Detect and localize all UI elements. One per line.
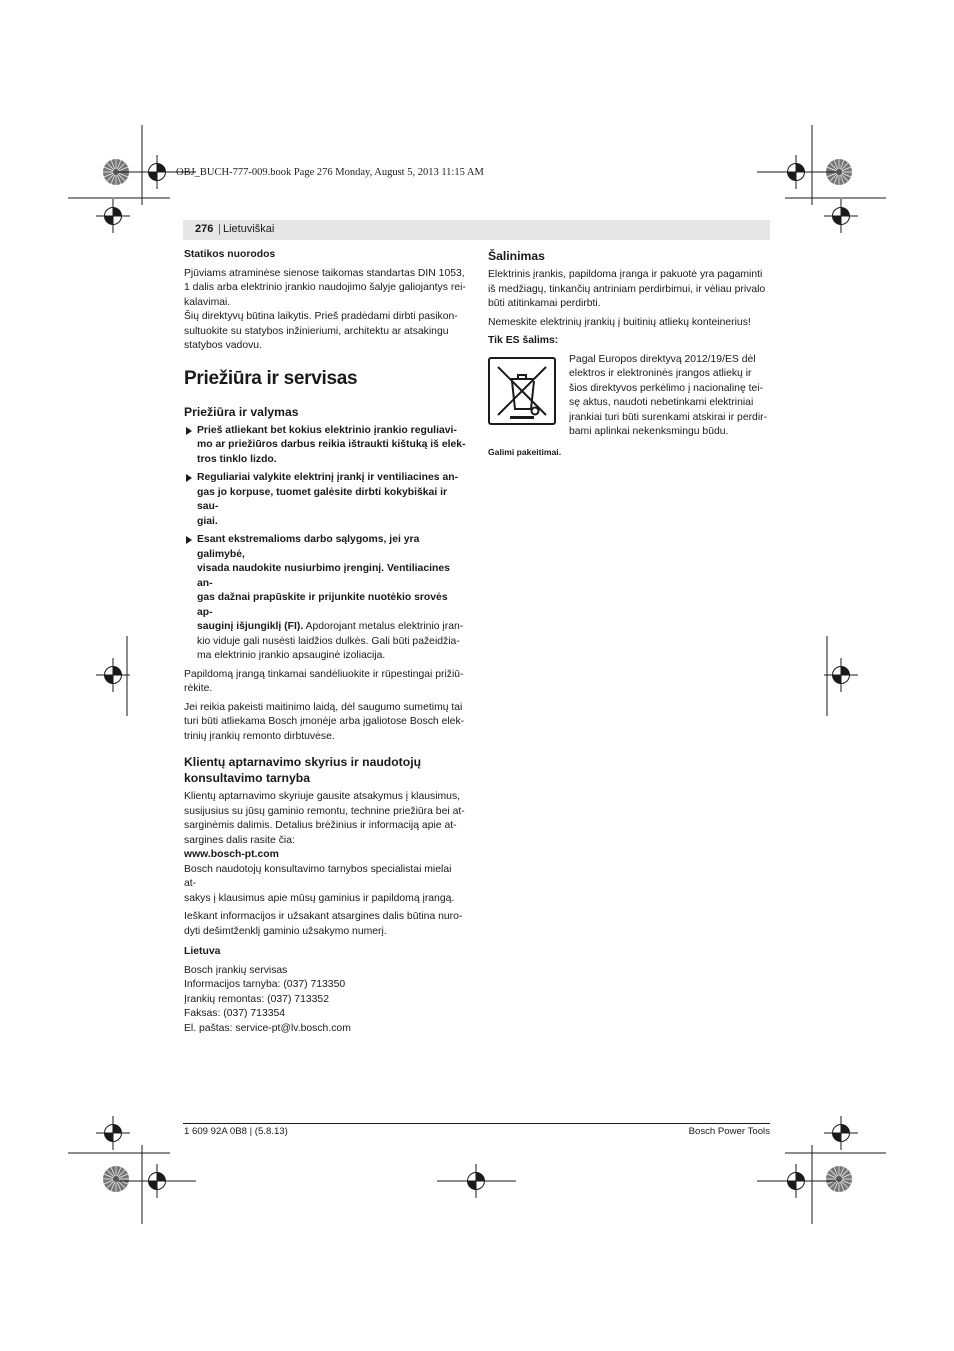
service-paragraph-2: Bosch naudotojų konsultavimo tarnybos specialistai mielai at- sakys į klausimus apie mūsų gaminius ir papildomą įrangą.	[184, 863, 455, 904]
bullet-triangle-icon	[186, 427, 192, 435]
footer-brand: Bosch Power Tools	[688, 1126, 770, 1137]
statikos-paragraph-1: Pjūviams atraminėse sienose taikomas standartas DIN 1053, 1 dalis arba elektrinio įrankio naudojimo šalyje galiojantys rei- kalavimai.	[184, 267, 466, 308]
weee-block	[488, 353, 770, 439]
care-bullet-1: Prieš atliekant bet kokius elektrinio įrankio reguliavi- mo ar priežiūros darbus reikia ištraukti kištuką iš elek- tros tinklo lizdo.	[184, 424, 466, 468]
statikos-heading: Statikos nuorodos	[184, 249, 276, 260]
page-number: 276	[195, 223, 214, 235]
contact-details: Bosch įrankių servisas Informacijos tarnyba: (037) 713350 Įrankių remontas: (037) 713352 Faksas: (037) 713354 El. paštas: service-pt@lv.bosch.com	[184, 964, 351, 1034]
section-title: Priežiūra ir servisas	[184, 367, 358, 389]
eu-only-heading: Tik ES šalims:	[488, 335, 559, 346]
service-paragraph-1: Klientų aptarnavimo skyriuje gausite atsakymus į klausimus, susijusius su jūsų gaminio remontu, technine priežiūra bei at- sarginėmis dalimis. Detalius brėžinius ir informaciją apie at- sargines dalis rasite čia:	[184, 791, 465, 846]
bullet-triangle-icon	[186, 474, 192, 482]
print-info: OBJ_BUCH-777-009.book Page 276 Monday, August 5, 2013 11:15 AM	[176, 167, 484, 178]
crossed-out-wheelie-bin-icon	[488, 357, 556, 425]
weee-directive-text: Pagal Europos direktyvą 2012/19/ES dėl elektros ir elektroninės įrangos atliekų ir šios direktyvos perkėlimo į nacionalinę tei- sę aktus, naudoti nebetinkami elektriniai įrankiai turi būti surenkami atskirai ir perdir- bami aplinkai nekenksmingu būdu.	[569, 353, 768, 437]
header-separator: |	[218, 223, 221, 235]
left-column	[184, 248, 466, 1036]
power-cord-paragraph: Jei reikia pakeisti maitinimo laidą, dėl saugumo sumetimų tai turi būti atliekama Bosch įmonėje arba įgaliotose Bosch elek- trinių įrankių remonto dirbtuvėse.	[184, 701, 465, 742]
care-heading: Priežiūra ir valymas	[184, 404, 299, 419]
care-bullet-2: Reguliariai valykite elektrinį įrankį ir ventiliacines an- gas jo korpuse, tuomet galėsite dirbti kokybiškai ir sau- giai.	[184, 471, 466, 529]
disposal-paragraph-1: Elektrinis įrankis, papildoma įranga ir pakuotė yra pagaminti iš medžiagų, tinkančių antriniam perdirbimui, ir vėliau privalo būti atitinkamai perdirbti.	[488, 269, 766, 309]
bullet-triangle-icon	[186, 536, 192, 544]
contact-country: Lietuva	[184, 946, 221, 957]
changes-note: Galimi pakeitimai.	[488, 446, 562, 457]
right-column	[488, 248, 770, 459]
service-paragraph-3: Ieškant informacijos ir užsakant atsargines dalis būtina nuro- dyti dešimtženklį gaminio užsakymo numerį.	[184, 911, 463, 937]
care-bullet-3: Esant ekstremalioms darbo sąlygoms, jei yra galimybė, visada naudokite nusiurbimo įrenginį. Ventiliacines an- gas dažnai prapūskite ir prijunkite nuotėkio srovės ap- sauginį išjungiklį (FI). Apdorojant metalus elektrinio įran- kio viduje gali nusėsti laidžios dulkės. Gali būti pažeidžia- ma elektrinio įrankio apsauginė izoliacija.	[184, 533, 466, 664]
statikos-paragraph-2: Šių direktyvų būtina laikytis. Prieš pradėdami dirbti pasikon- sultuokite su statybos inžinieriumi, architektu ar atsakingu statybos vadovu.	[184, 311, 458, 351]
service-heading: Klientų aptarnavimo skyrius ir naudotojų konsultavimo tarnyba	[184, 755, 422, 785]
accessories-paragraph: Papildomą įrangą tinkamai sandėliuokite ir rūpestingai prižiū- rėkite.	[184, 668, 464, 694]
header-language: Lietuviškai	[223, 223, 275, 235]
disposal-paragraph-2: Nemeskite elektrinių įrankių į buitinių atliekų konteinerius!	[488, 316, 751, 328]
footer-document-code: 1 609 92A 0B8 | (5.8.13)	[184, 1126, 288, 1137]
footer-rule	[183, 1123, 770, 1124]
bosch-website-link[interactable]: www.bosch-pt.com	[184, 849, 279, 860]
disposal-heading: Šalinimas	[488, 249, 545, 263]
